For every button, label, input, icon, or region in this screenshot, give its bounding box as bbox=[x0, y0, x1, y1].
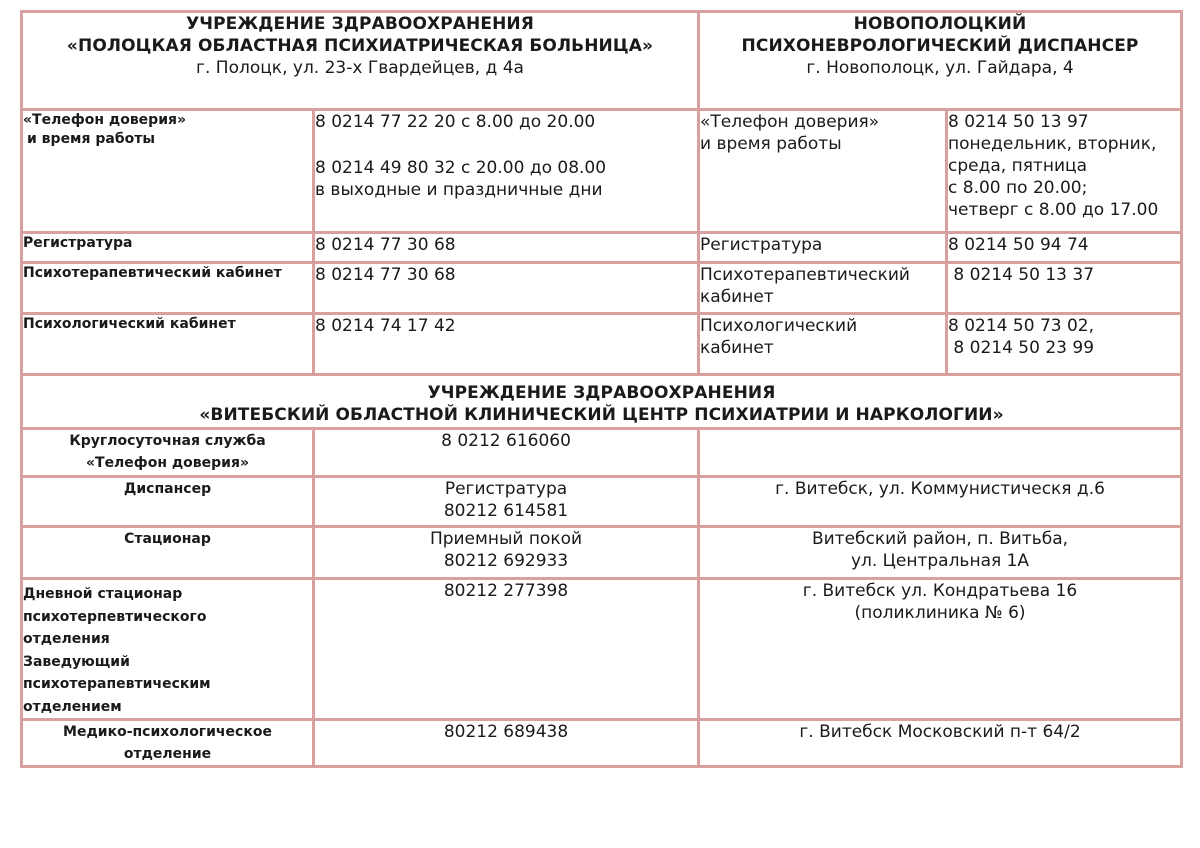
contacts-table bbox=[20, 10, 1183, 768]
vitebsk-hospital-phone-line1: Приемный покой bbox=[429, 529, 583, 549]
vitebsk-title-line1: УЧРЕЖДЕНИЕ ЗДРАВООХРАНЕНИЯ bbox=[427, 383, 776, 403]
vitebsk-dayhospital-label-line2: психотерпевтического bbox=[23, 608, 207, 625]
vitebsk-dayhospital-label-line5: психотерапевтическим bbox=[23, 676, 211, 692]
table-row bbox=[22, 527, 1182, 579]
vitebsk-medpsych-label bbox=[22, 720, 314, 767]
table-row bbox=[22, 429, 1182, 477]
vitebsk-hotline-label-line1: Круглосуточная служба bbox=[69, 433, 266, 449]
polotsk-address: г. Полоцк, ул. 23-х Гвардейцев, д 4а bbox=[196, 58, 524, 78]
novopolotsk-psychology-phone-line2: 8 0214 50 23 99 bbox=[948, 338, 1095, 358]
vitebsk-dayhospital-label-line4: Заведующий bbox=[23, 653, 130, 670]
vitebsk-medpsych-phone: 80212 689438 bbox=[314, 720, 699, 767]
polotsk-registry-phone: 8 0214 77 30 68 bbox=[314, 233, 699, 263]
vitebsk-hospital-phone bbox=[314, 527, 699, 579]
novopolotsk-psychology-label bbox=[699, 314, 947, 375]
vitebsk-hospital-phone-line2: 80212 692933 bbox=[443, 551, 569, 571]
polotsk-hotline-value bbox=[314, 110, 699, 233]
table-row bbox=[22, 477, 1182, 527]
table-row bbox=[22, 720, 1182, 767]
vitebsk-dayhospital-phone: 80212 277398 bbox=[314, 579, 699, 720]
vitebsk-dayhospital-label-line3: отделения bbox=[23, 631, 110, 647]
polotsk-registry-label: Регистратура bbox=[22, 233, 314, 263]
vitebsk-medpsych-label-line1: Медико-психологическое bbox=[63, 724, 272, 740]
novopolotsk-psychology-label-line1: Психологический bbox=[700, 316, 858, 336]
vitebsk-dayhospital-label-line6: отделением bbox=[23, 698, 122, 715]
vitebsk-dispensary-phone bbox=[314, 477, 699, 527]
novopolotsk-registry-phone: 8 0214 50 94 74 bbox=[947, 233, 1182, 263]
novopolotsk-hotline-line4: с 8.00 по 20.00; bbox=[948, 178, 1088, 198]
novopolotsk-title-line2: ПСИХОНЕВРОЛОГИЧЕСКИЙ ДИСПАНСЕР bbox=[741, 36, 1139, 56]
vitebsk-dispensary-label: Диспансер bbox=[22, 477, 314, 527]
vitebsk-dispensary-address: г. Витебск, ул. Коммунистическя д.6 bbox=[699, 477, 1182, 527]
vitebsk-hotline-label-line2: «Телефон доверия» bbox=[85, 455, 250, 471]
novopolotsk-psychotherapy-label bbox=[699, 263, 947, 314]
polotsk-hotline-line2: 8 0214 49 80 32 с 20.00 до 08.00 bbox=[315, 158, 607, 178]
novopolotsk-hotline-line3: среда, пятница bbox=[948, 156, 1087, 176]
polotsk-hotline-label bbox=[22, 110, 314, 233]
vitebsk-hotline-phone: 8 0212 616060 bbox=[314, 429, 699, 477]
vitebsk-dispensary-phone-line1: Регистратура bbox=[444, 479, 568, 499]
novopolotsk-registry-label: Регистратура bbox=[699, 233, 947, 263]
novopolotsk-hotline-label-line2: и время работы bbox=[700, 134, 842, 154]
vitebsk-dayhospital-label-line1: Дневной стационар bbox=[23, 586, 183, 602]
novopolotsk-hotline-label-line1: «Телефон доверия» bbox=[700, 112, 880, 132]
vitebsk-hospital-address-line2: ул. Центральная 1А bbox=[850, 551, 1030, 571]
vitebsk-title-line2: «ВИТЕБСКИЙ ОБЛАСТНОЙ КЛИНИЧЕСКИЙ ЦЕНТР ПСИХИАТРИИ И НАРКОЛОГИИ» bbox=[199, 405, 1004, 425]
novopolotsk-hotline-line5: четверг с 8.00 до 17.00 bbox=[948, 200, 1159, 220]
polotsk-psychotherapy-phone: 8 0214 77 30 68 bbox=[314, 263, 699, 314]
vitebsk-hospital-label: Стационар bbox=[22, 527, 314, 579]
polotsk-psychology-phone: 8 0214 74 17 42 bbox=[314, 314, 699, 375]
novopolotsk-psychology-label-line2: кабинет bbox=[700, 338, 774, 358]
vitebsk-dispensary-phone-line2: 80212 614581 bbox=[443, 501, 569, 521]
vitebsk-hospital-address-line1: Витебский район, п. Витьба, bbox=[811, 529, 1069, 549]
novopolotsk-psychology-phone-line1: 8 0214 50 73 02, bbox=[948, 316, 1095, 336]
novopolotsk-psychotherapy-label-line2: кабинет bbox=[700, 287, 774, 307]
vitebsk-dayhospital-address-line2: (поликлиника № 6) bbox=[854, 603, 1026, 623]
vitebsk-hotline-address bbox=[699, 429, 1182, 477]
vitebsk-hospital-address bbox=[699, 527, 1182, 579]
polotsk-psychology-label: Психологический кабинет bbox=[22, 314, 314, 375]
vitebsk-medpsych-address: г. Витебск Московский п-т 64/2 bbox=[699, 720, 1182, 767]
polotsk-hotline-line3: в выходные и праздничные дни bbox=[315, 180, 603, 200]
vitebsk-medpsych-label-line2: отделение bbox=[123, 746, 212, 762]
novopolotsk-hotline-line1: 8 0214 50 13 97 bbox=[948, 112, 1089, 132]
novopolotsk-psychotherapy-label-line1: Психотерапевтический bbox=[700, 265, 910, 285]
vitebsk-header bbox=[22, 375, 1182, 429]
vitebsk-dayhospital-address bbox=[699, 579, 1182, 720]
polotsk-title-line1: УЧРЕЖДЕНИЕ ЗДРАВООХРАНЕНИЯ bbox=[186, 14, 534, 34]
polotsk-hotline-line1: 8 0214 77 22 20 с 8.00 до 20.00 bbox=[315, 112, 596, 132]
novopolotsk-psychology-phone bbox=[947, 314, 1182, 375]
novopolotsk-hotline-value bbox=[947, 110, 1182, 233]
table-row bbox=[22, 579, 1182, 720]
polotsk-psychotherapy-label: Психотерапевтический кабинет bbox=[22, 263, 314, 314]
novopolotsk-title-line1: НОВОПОЛОЦКИЙ bbox=[853, 14, 1027, 34]
novopolotsk-hotline-line2: понедельник, вторник, bbox=[948, 134, 1157, 154]
polotsk-hotline-label-line2: и время работы bbox=[27, 131, 156, 147]
vitebsk-hotline-label bbox=[22, 429, 314, 477]
vitebsk-dayhospital-label bbox=[22, 579, 314, 720]
polotsk-title-line2: «ПОЛОЦКАЯ ОБЛАСТНАЯ ПСИХИАТРИЧЕСКАЯ БОЛЬНИЦА» bbox=[66, 36, 654, 56]
novopolotsk-address: г. Новополоцк, ул. Гайдара, 4 bbox=[806, 58, 1074, 78]
polotsk-hotline-label-line1: «Телефон доверия» bbox=[23, 112, 187, 128]
vitebsk-dayhospital-address-line1: г. Витебск ул. Кондратьева 16 bbox=[802, 581, 1078, 601]
novopolotsk-hotline-label bbox=[699, 110, 947, 233]
polotsk-header bbox=[22, 12, 699, 110]
novopolotsk-psychotherapy-phone: 8 0214 50 13 37 bbox=[947, 263, 1182, 314]
novopolotsk-header bbox=[699, 12, 1182, 110]
